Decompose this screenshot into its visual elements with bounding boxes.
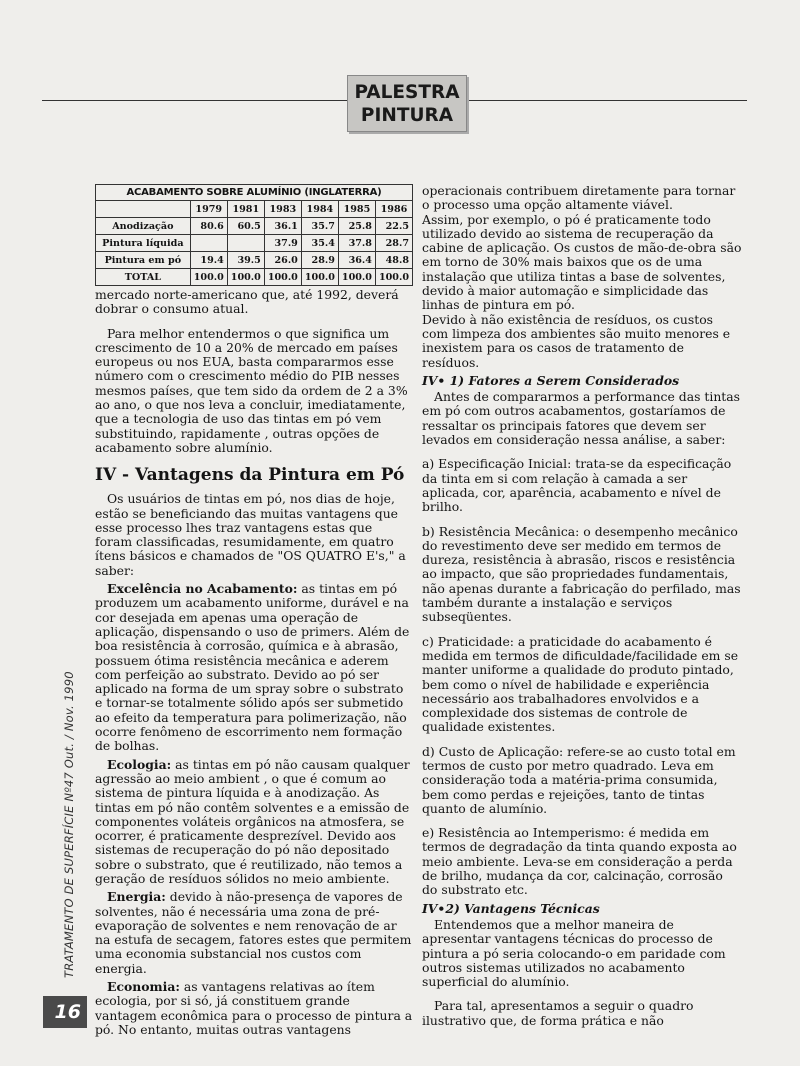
paragraph (95, 980, 413, 1037)
section-label-line2: PINTURA (360, 105, 454, 126)
term-text: devido à não-presença de vapores de solventes, não é necessária uma zona de pré-evaporação de solventes e nem renovação de ar na estufa de secagem, fatores estes que permitem uma economia substancial nos custos com energia. (95, 889, 412, 976)
paragraph: Para melhor entendermos o que significa um crescimento de 10 a 20% de mercado em países europeus ou nos EUA, basta compararmos esse número com o crescimento médio do PIB nesses mesmos países, que tem sido da ordem de 2 a 3% ao ano, o que nos leva a concluir, imediatamente, que a tecnologia de uso das tintas em pó vem substituindo, rapidamente , outras opções de acabamento sobre alumínio. (95, 325, 408, 455)
paragraph: Antes de compararmos a performance das tintas em pó com outros acabamentos, gostaríamos de ressaltar os principais fatores que devem ser levados em consideração nessa análise, a saber: (422, 389, 741, 448)
table-title: ACABAMENTO SOBRE ALUMÍNIO (INGLATERRA) (95, 184, 413, 200)
list-item: b) Resistência Mecânica: o desempenho mecânico do revestimento deve ser medido em termos de dureza, resistência à abrasão, riscos e resistência ao impacto, que são propriedades fundamentais, não apenas durante a fabricação do perfilado, mas também durante a instalação e serviços subseqüentes. (422, 523, 741, 625)
term: Excelência no Acabamento: (107, 581, 298, 597)
paragraph (95, 582, 413, 754)
row-label: TOTAL (96, 269, 191, 286)
table-row (96, 269, 413, 286)
table-cell: 100.0 (264, 269, 301, 286)
subsection-heading: IV•2) Vantagens Técnicas (422, 900, 600, 916)
paragraph: Para tal, apresentamos a seguir o quadro ilustrativo que, de forma prática e não (422, 998, 694, 1028)
term: Energia: (107, 889, 166, 905)
table-cell: 80.6 (190, 218, 227, 235)
table-cell: 22.5 (375, 218, 412, 235)
paragraph: mercado norte-americano que, até 1992, deverá dobrar o consumo atual. (95, 287, 399, 317)
table-cell: 26.0 (264, 252, 301, 269)
term-text: as vantagens relativas ao ítem ecologia, por si só, já constituem grande vantagem econômica para o processo de pintura a pó. No entanto, muitas outras vantagens (95, 979, 413, 1037)
section-label-line1: PALESTRA (354, 82, 460, 103)
table-cell: 100.0 (375, 269, 412, 286)
table-cell (227, 235, 264, 252)
table-cell: 100.0 (301, 269, 338, 286)
journal-label: TRATAMENTO DE SUPERFÍCIE Nº47 Out. / Nov. 1990 (62, 671, 76, 978)
row-label: Pintura líquida (96, 235, 191, 252)
table-cell: 48.8 (375, 252, 412, 269)
section-label (347, 75, 467, 132)
table-cell: 100.0 (190, 269, 227, 286)
table-cell: 39.5 (227, 252, 264, 269)
paragraph (95, 758, 413, 887)
table-cell: 100.0 (227, 269, 264, 286)
term-text: as tintas em pó produzem um acabamento uniforme, durável e na cor desejada em apenas uma operação de aplicação, dispensando o uso de primers. Além de boa resistência à corrosão, química e à abrasão, possuem ótima resistência mecânica e aderem com perfeição ao substrato. Devido ao pó ser aplicado na forma de um spray sobre o substrato e tornar-se totalmente sólido após ser submetido ao efeito da temperatura para polimerização, não ocorre fenômeno de escorrimento nem formação de bolhas. (95, 581, 410, 754)
table-cell: 60.5 (227, 218, 264, 235)
table-cell: 35.7 (301, 218, 338, 235)
table-cell: 37.9 (264, 235, 301, 252)
table-header-cell: 1981 (227, 201, 264, 218)
table-cell: 36.1 (264, 218, 301, 235)
left-column (95, 288, 413, 1041)
table-row (96, 252, 413, 269)
subsection-heading: IV• 1) Fatores a Serem Considerados (422, 372, 680, 388)
table-cell: 100.0 (338, 269, 375, 286)
table-row (96, 235, 413, 252)
table-header-cell: 1986 (375, 201, 412, 218)
right-column (422, 184, 742, 1038)
list-item: e) Resistência ao Intemperismo: é medida em termos de degradação da tinta quando exposta ao meio ambiente. Leva-se em consideração a perda de brilho, mudança da cor, calcinação, corrosão do substrato etc. (422, 825, 737, 898)
table-row (96, 218, 413, 235)
paragraph: Entendemos que a melhor maneira de apresentar vantagens técnicas do processo de pintura a pó seria colocando-o em paridade com outros sistemas utilizados no acabamento superficial do alumínio. (422, 916, 726, 990)
table-cell: 25.8 (338, 218, 375, 235)
paragraph: operacionais contribuem diretamente para tornar o processo uma opção altamente viável. (422, 183, 736, 213)
section-heading: IV - Vantagens da Pintura em Pó (95, 465, 405, 486)
table-cell: 37.8 (338, 235, 375, 252)
row-label: Anodização (96, 218, 191, 235)
table-cell: 36.4 (338, 252, 375, 269)
table-cell: 28.7 (375, 235, 412, 252)
table-cell (190, 235, 227, 252)
term-text: as tintas em pó não causam qualquer agressão ao meio ambient , o que é comum ao sistema de pintura líquida e à anodização. As tintas em pó não contêm solventes e a emissão de componentes voláteis orgânicos na atmosfera, se ocorrer, é praticamente desprezível. Devido aos sistemas de recuperação do pó não depositado sobre o substrato, que é reutilizado, não temos a geração de resíduos sólidos no meio ambiente. (95, 756, 410, 886)
table-cell: 19.4 (190, 252, 227, 269)
table-header-row (96, 201, 413, 218)
table-header-cell: 1985 (338, 201, 375, 218)
term: Economia: (107, 979, 180, 995)
table-header-cell: 1983 (264, 201, 301, 218)
paragraph: Assim, por exemplo, o pó é praticamente todo utilizado devido ao sistema de recuperação da cabine de aplicação. Os custos de mão-de-obra são em torno de 30% mais baixos que os de uma instalação que utiliza tintas a base de solventes, devido à maior automação e simplicidade das linhas de pintura em pó. (422, 211, 742, 313)
list-item: d) Custo de Aplicação: refere-se ao custo total em termos de custo por metro quadrado. Leva em consideração toda a matéria-prima consumida, bem como perdas e rejeições, tanto de tintas quanto de alumínio. (422, 743, 736, 816)
paragraph: Devido à não existência de resíduos, os custos com limpeza dos ambientes são muito menores e inexistem para os casos de tratamento de resíduos. (422, 311, 731, 370)
list-item: c) Praticidade: a praticidade do acabamento é medida em termos de dificuldade/facilidade em se manter uniforme a qualidade do produto pintado, bem como o nível de habilidade e experiência necessário aos trabalhadores envolvidos e a complexidade dos sistemas de controle de qualidade existentes. (422, 633, 739, 735)
page-number: 16 (43, 996, 87, 1028)
table-header-cell: 1984 (301, 201, 338, 218)
data-table (95, 184, 413, 286)
paragraph (95, 890, 413, 976)
table-cell: 35.4 (301, 235, 338, 252)
table-header-blank (96, 201, 191, 218)
table-cell: 28.9 (301, 252, 338, 269)
row-label: Pintura em pó (96, 252, 191, 269)
table-header-cell: 1979 (190, 201, 227, 218)
paragraph: Os usuários de tintas em pó, nos dias de hoje, estão se beneficiando das muitas vantagens que esse processo lhes traz vantagens estas que foram classificadas, resumidamente, em quatro ítens básicos e chamados de "OS QUATRO E's," a saber: (95, 491, 406, 578)
term: Ecologia: (107, 756, 172, 772)
list-item: a) Especificação Inicial: trata-se da especificação da tinta em si com relação à camada a ser aplicada, cor, aparência, acabamento e nível de brilho. (422, 456, 732, 515)
